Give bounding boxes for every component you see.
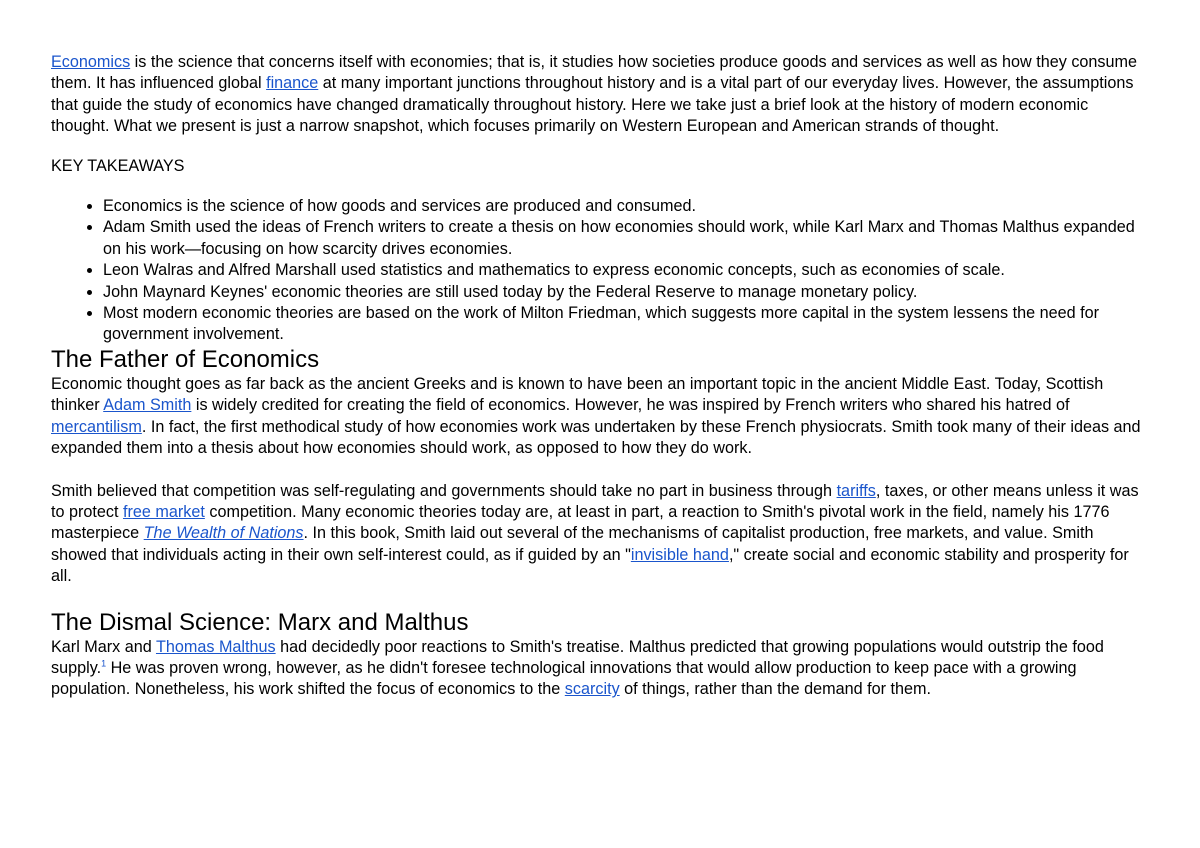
takeaway-item: • Most modern economic theories are based on the work of Milton Friedman, which suggests more capital in the system lessens the need for government involvement. (103, 303, 1150, 346)
dismal-p1-text-4: of things, rather than the demand for them. (619, 680, 932, 699)
link-economics[interactable]: Economics (51, 53, 131, 71)
father-p2-text-3: competition. Many economic theories today are, at least in part, a reaction to Smith's pivotal work in the field, namely his 1776 masterpiece (51, 502, 1110, 543)
takeaway-item: • Economics is the science of how goods and services are produced and consumed. (103, 196, 1150, 217)
father-p1-text-2: is widely credited for creating the field of economics. However, he was inspired by French writers who shared his hatred of (191, 396, 1070, 415)
link-wealth-of-nations[interactable]: The Wealth of Nations (143, 524, 304, 543)
link-invisible-hand[interactable]: invisible hand (630, 545, 729, 564)
takeaway-item: • John Maynard Keynes' economic theories are still used today by the Federal Reserve to manage monetary policy. (103, 282, 1150, 303)
link-scarcity[interactable]: scarcity (564, 680, 620, 699)
father-p2-text-4: . In this book, Smith laid out several of the mechanisms of capitalist production, free markets, and value. Smith showed that individuals acting in their own self-interest could, as if guided by an " (51, 524, 1094, 564)
dismal-p1-text-3: He was proven wrong, however, as he didn't foresee technological innovations that would allow production to keep pace with a growing population. Nonetheless, his work shifted the focus of economics to the (51, 658, 1077, 699)
heading-father-of-economics: The Father of Economics (51, 345, 320, 373)
intro-paragraph (51, 52, 1150, 138)
link-mercantilism[interactable]: mercantilism (51, 417, 142, 436)
takeaway-item: • Adam Smith used the ideas of French writers to create a thesis on how economies should work, while Karl Marx and Thomas Malthus expanded on his work—focusing on how scarcity drives economies. (103, 217, 1150, 260)
father-p2-text-5: ," create social and economic stability and prosperity for all. (51, 545, 1129, 586)
heading-dismal-science: The Dismal Science: Marx and Malthus (51, 608, 469, 636)
dismal-p1-text-2: had decidedly poor reactions to Smith's treatise. Malthus predicted that growing populations would outstrip the food supply. (51, 637, 1104, 677)
intro-text-1: is the science that concerns itself with economies; that is, it studies how societies produce goods and services as well as how they consume them. It has influenced global (51, 53, 1137, 93)
father-p2-text-2: , taxes, or other means unless it was to protect (51, 481, 1139, 521)
key-takeaways-title: KEY TAKEAWAYS (51, 156, 185, 175)
link-free-market[interactable]: free market (122, 502, 205, 521)
father-p2-text-1: Smith believed that competition was self-regulating and governments should take no part in business through (51, 481, 837, 500)
link-adam-smith[interactable]: Adam Smith (103, 396, 192, 415)
dismal-p1-text-1: Karl Marx and (51, 637, 156, 656)
key-takeaways-list (51, 196, 1150, 346)
link-tariffs[interactable]: tariffs (836, 481, 876, 500)
intro-text-2: at many important junctions throughout history and is a vital part of our everyday lives. However, the assumptions that guide the study of economics have changed dramatically throughout history. Here we take just a brief look at the history of modern economic thought. What we present is just a narrow snapshot, which focuses primarily on Western European and American strands of thought. (51, 74, 1134, 136)
footnote-marker[interactable]: 1 (101, 658, 107, 669)
father-paragraph-1 (51, 374, 1150, 460)
father-paragraph-2 (51, 481, 1150, 588)
link-finance[interactable]: finance (266, 74, 319, 93)
father-p1-text-1: Economic thought goes as far back as the ancient Greeks and is known to have been an important topic in the ancient Middle East. Today, Scottish thinker (51, 374, 1104, 415)
takeaway-item: • Leon Walras and Alfred Marshall used statistics and mathematics to express economic concepts, such as economies of scale. (103, 260, 1150, 281)
father-p1-text-3: . In fact, the first methodical study of how economies work was undertaken by these French physiocrats. Smith took many of their ideas and expanded them into a thesis about how economies should work, as opposed to how they do work. (51, 417, 1141, 458)
dismal-paragraph-1 (51, 637, 1150, 701)
link-thomas-malthus[interactable]: Thomas Malthus (155, 637, 276, 656)
